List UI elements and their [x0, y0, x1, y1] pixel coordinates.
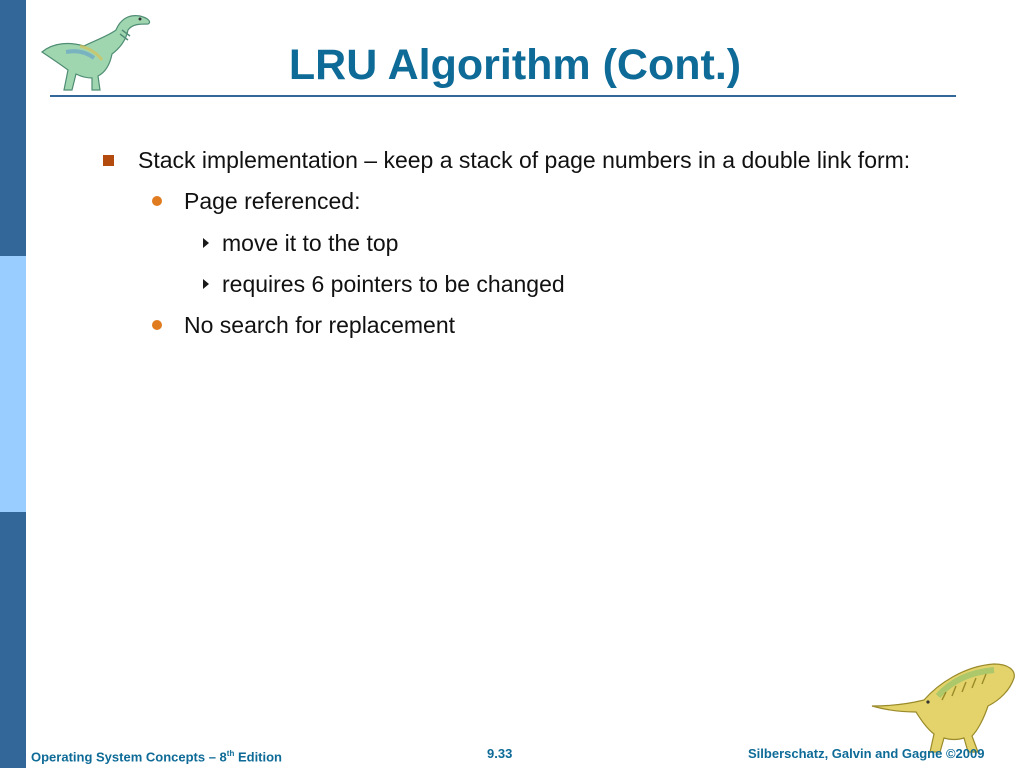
dot-bullet-icon: [152, 320, 162, 330]
dinosaur-logo-top-icon: [36, 6, 156, 96]
bullet-text: requires 6 pointers to be changed: [222, 271, 565, 297]
square-bullet-icon: [103, 155, 114, 166]
bullet-text: No search for replacement: [184, 312, 456, 338]
footer-book-title: Operating System Concepts – 8th Edition: [31, 749, 283, 765]
bullet-level3: [200, 229, 398, 257]
sidebar-middle-band: [0, 256, 26, 512]
bullet-level1: [103, 146, 910, 174]
bullet-level2: [152, 187, 360, 215]
sidebar-bottom-band: [0, 512, 26, 768]
footer-authors: Silberschatz, Galvin and Gagne ©2009: [748, 746, 985, 761]
sidebar-top-band: [0, 0, 26, 256]
title-underline: [50, 95, 956, 97]
dot-bullet-icon: [152, 196, 162, 206]
bullet-text: Page referenced:: [184, 188, 361, 214]
slide-title: LRU Algorithm (Cont.): [288, 41, 742, 89]
bullet-level2: [152, 311, 455, 339]
bullet-text: Stack implementation – keep a stack of page numbers in a double link form:: [138, 147, 911, 173]
bullet-level3: [200, 270, 565, 298]
dinosaur-logo-bottom-icon: [868, 656, 1018, 756]
triangle-bullet-icon: [203, 238, 209, 248]
triangle-bullet-icon: [203, 279, 209, 289]
footer-page-number: 9.33: [487, 746, 513, 761]
bullet-text: move it to the top: [222, 230, 399, 256]
